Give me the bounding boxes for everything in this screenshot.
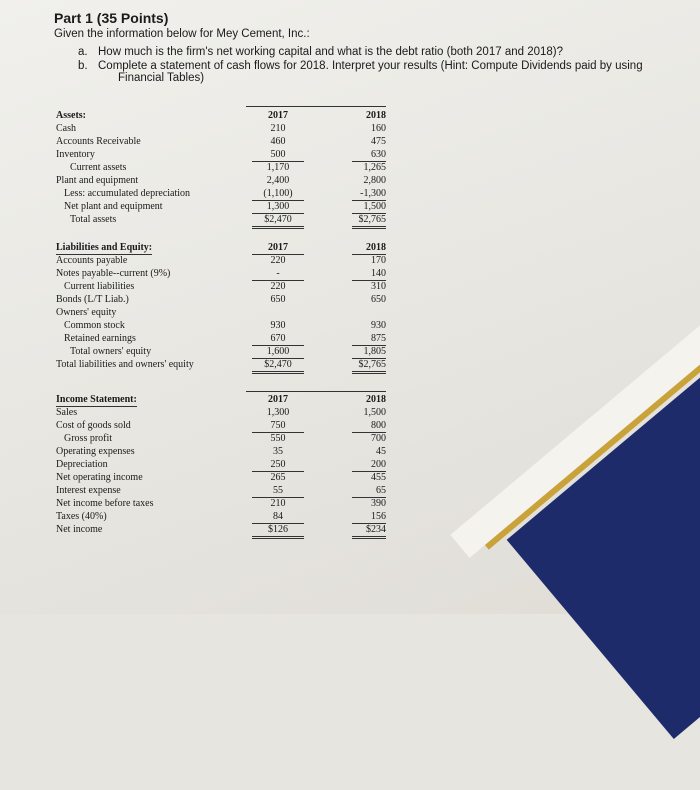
row-label: Retained earnings	[64, 333, 136, 344]
cell-2017: 2,400	[266, 175, 290, 186]
cell-2017: 210	[270, 498, 286, 509]
cell-2018: 1,805	[352, 345, 386, 359]
cell-2017: 550	[270, 433, 286, 444]
cell-2018: 45	[376, 446, 386, 457]
cell-2017: $126	[252, 523, 304, 539]
table-row	[56, 345, 396, 358]
table-row	[56, 122, 396, 135]
table-row	[56, 471, 396, 484]
row-label: Notes payable--current (9%)	[56, 268, 171, 279]
question-a-letter: a.	[78, 46, 88, 58]
table-row	[56, 445, 396, 458]
row-label: Total liabilities and owners' equity	[56, 359, 194, 370]
row-label: Accounts payable	[56, 255, 128, 266]
cell-2018: 200	[352, 458, 386, 472]
row-label: Current liabilities	[64, 281, 135, 292]
cell-2018: 630	[352, 148, 386, 162]
cell-2018: 170	[371, 255, 386, 266]
cell-2017: $2,470	[252, 213, 304, 229]
row-label: Net income before taxes	[56, 498, 154, 509]
year-2017: 2017	[268, 110, 288, 121]
cell-2018: 65	[352, 484, 386, 498]
table-header-row	[56, 109, 396, 122]
cell-2017: 55	[252, 484, 304, 498]
table-row	[56, 161, 396, 174]
row-label: Net operating income	[56, 472, 143, 483]
row-label: Operating expenses	[56, 446, 135, 457]
table-row	[56, 135, 396, 148]
assets-header: Assets:	[56, 110, 86, 121]
cell-2018: 455	[371, 472, 386, 483]
year-2017: 2017	[252, 241, 304, 255]
table-header-row	[56, 393, 396, 406]
cell-2017: 1,600	[252, 345, 304, 359]
income-header: Income Statement:	[56, 394, 137, 405]
cell-2017: 750	[252, 419, 304, 433]
table-header-row	[56, 241, 396, 254]
cell-2017: -	[252, 267, 304, 281]
table-row	[56, 510, 396, 523]
cell-2017: 220	[270, 255, 286, 266]
row-label: Bonds (L/T Liab.)	[56, 294, 129, 305]
table-row	[56, 200, 396, 213]
table-row	[56, 523, 396, 536]
table-row	[56, 419, 396, 432]
table-row	[56, 484, 396, 497]
row-label: Gross profit	[64, 433, 113, 444]
table-row	[56, 306, 396, 319]
cell-2017: 210	[270, 123, 286, 134]
table-row	[56, 432, 396, 445]
table-row	[56, 254, 396, 267]
year-2018: 2018	[352, 241, 386, 255]
assets-table	[56, 106, 396, 226]
cell-2018: 1,265	[363, 162, 386, 173]
cell-2018: 800	[352, 419, 386, 433]
row-label: Sales	[56, 407, 78, 418]
table-row	[56, 358, 396, 371]
cell-2018: 390	[371, 498, 386, 509]
cell-2017: 650	[270, 294, 286, 305]
row-label: Interest expense	[56, 485, 121, 496]
row-label: Current assets	[70, 162, 127, 173]
cell-2018: 140	[352, 267, 386, 281]
cell-2018: 310	[371, 281, 386, 292]
cell-2017: 1,170	[266, 162, 290, 173]
cell-2017: 1,300	[266, 407, 290, 418]
cell-2018: 160	[371, 123, 386, 134]
given-text: Given the information below for Mey Cement, Inc.:	[54, 28, 310, 40]
row-label: Total assets	[70, 214, 117, 225]
year-2017: 2017	[268, 394, 288, 405]
row-label: Common stock	[64, 320, 125, 331]
table-row	[56, 406, 396, 419]
row-label: Total owners' equity	[70, 346, 152, 357]
question-b	[78, 60, 658, 84]
table-row	[56, 280, 396, 293]
row-label: Plant and equipment	[56, 175, 139, 186]
table-row	[56, 458, 396, 471]
cell-2018: 1,500	[352, 200, 386, 214]
cell-2017: (1,100)	[252, 187, 304, 201]
cell-2017: $2,470	[252, 358, 304, 374]
table-row	[56, 174, 396, 187]
question-a	[78, 46, 658, 58]
year-2018: 2018	[366, 394, 386, 405]
liabilities-header: Liabilities and Equity:	[56, 242, 153, 253]
cell-2017: 930	[270, 320, 286, 331]
cell-2018: -1,300	[352, 187, 386, 201]
table-row	[56, 267, 396, 280]
question-a-text: How much is the firm's net working capital and what is the debt ratio (both 2017 and 2018)?	[98, 46, 564, 58]
table-row	[56, 332, 396, 345]
cell-2018: 930	[371, 320, 386, 331]
table-row	[56, 293, 396, 306]
liabilities-table	[56, 241, 396, 371]
row-label: Net income	[56, 524, 103, 535]
cell-2018: 156	[352, 510, 386, 524]
row-label: Less: accumulated depreciation	[64, 188, 191, 199]
cell-2018: 2,800	[363, 175, 386, 186]
table-row	[56, 319, 396, 332]
cell-2018: 650	[371, 294, 386, 305]
cell-2018: $2,765	[352, 358, 386, 374]
row-label: Cash	[56, 123, 76, 134]
cell-2017: 1,300	[252, 200, 304, 214]
cell-2018: $2,765	[352, 213, 386, 229]
row-label: Cost of goods sold	[56, 420, 131, 431]
cell-2017: 35	[273, 446, 283, 457]
row-label: Owners' equity	[56, 307, 117, 318]
cell-2017: 670	[252, 332, 304, 346]
income-statement-table	[56, 391, 396, 536]
page-title: Part 1 (35 Points)	[54, 10, 169, 26]
cell-2018: $234	[352, 523, 386, 539]
cell-2017: 500	[252, 148, 304, 162]
cell-2018: 1,500	[363, 407, 386, 418]
cell-2017: 265	[270, 472, 286, 483]
row-label: Accounts Receivable	[56, 136, 141, 147]
cell-2018: 700	[371, 433, 386, 444]
question-b-text-cont: Financial Tables)	[118, 72, 205, 84]
table-row	[56, 213, 396, 226]
cell-2017: 84	[252, 510, 304, 524]
question-b-letter: b.	[78, 60, 88, 72]
row-label: Depreciation	[56, 459, 108, 470]
cell-2017: 460	[270, 136, 286, 147]
year-2018: 2018	[366, 110, 386, 121]
folder-corner	[343, 257, 700, 722]
cell-2017: 220	[270, 281, 286, 292]
row-label: Taxes (40%)	[56, 511, 107, 522]
cell-2018: 875	[352, 332, 386, 346]
table-row	[56, 497, 396, 510]
cell-2017: 250	[252, 458, 304, 472]
row-label: Net plant and equipment	[64, 201, 163, 212]
row-label: Inventory	[56, 149, 95, 160]
cell-2018: 475	[371, 136, 386, 147]
question-b-text: Complete a statement of cash flows for 2018. Interpret your results (Hint: Compute Dividends paid by using	[98, 60, 643, 72]
question-header	[54, 10, 658, 84]
table-row	[56, 187, 396, 200]
table-row	[56, 148, 396, 161]
